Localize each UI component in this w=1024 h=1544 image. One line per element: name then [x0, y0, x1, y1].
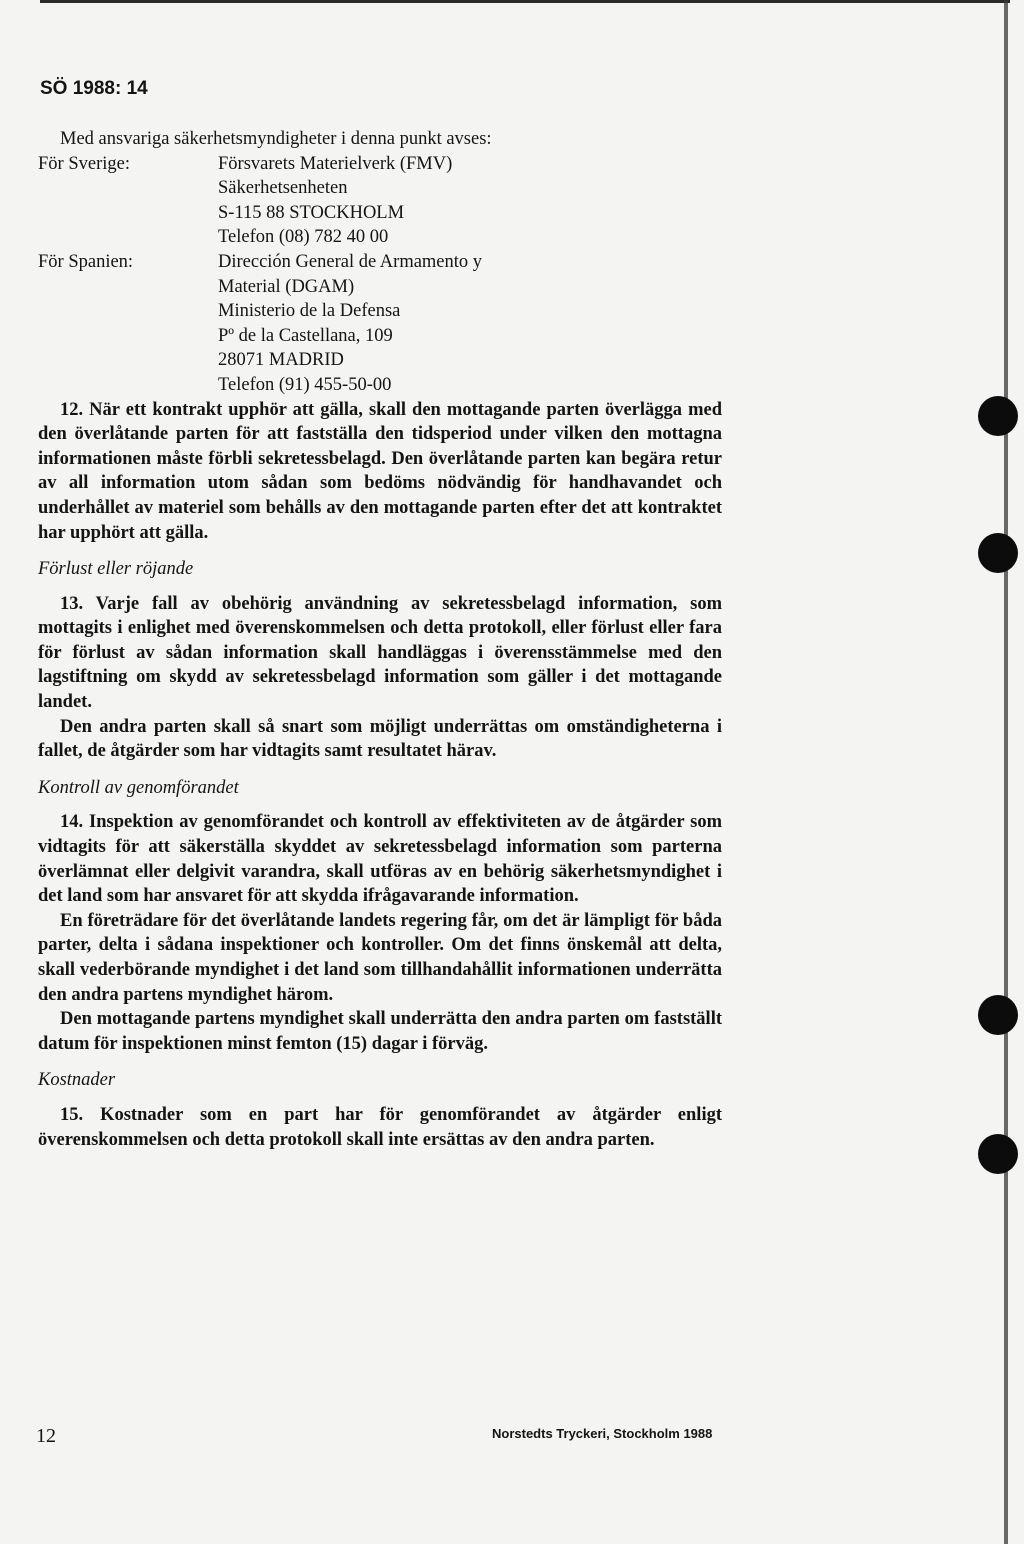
punch-hole-4 — [978, 1134, 1018, 1174]
paragraph-15: 15. Kostnader som en part har för genomförandet av åtgärder enligt överenskommelsen och detta protokoll skall inte ersättas av den andra parten. — [38, 1104, 722, 1150]
punch-hole-3 — [978, 995, 1018, 1035]
paragraph-13: 13. Varje fall av obehörig användning av sekretessbelagd information, som mottagits i enlighet med överenskommelsen och detta protokoll, eller förlust eller fara för förlust av sådan information skall handläggas i överensstämmelse med den lagstiftning om skydd av sekretessbelagd information som gäller i det mottagande landet. — [38, 593, 722, 713]
punch-hole-2 — [978, 533, 1018, 573]
top-rule — [40, 0, 1010, 3]
section-heading-kostnader: Kostnader — [38, 1070, 116, 1091]
contact-sweden — [38, 152, 722, 250]
address-line: Dirección General de Armamento y — [218, 251, 483, 272]
contact-label: För Sverige: — [38, 153, 130, 174]
address-line: Försvarets Materielverk (FMV) — [218, 153, 453, 174]
punch-hole-1 — [978, 396, 1018, 436]
binding-edge — [1004, 0, 1008, 1544]
section-heading-kontroll: Kontroll av genomförandet — [38, 777, 239, 798]
address-line: Telefon (91) 455-50-00 — [218, 374, 392, 395]
address-line: Ministerio de la Defensa — [218, 301, 401, 322]
section-heading-forlust: Förlust eller röjande — [38, 559, 194, 580]
contact-address — [218, 152, 452, 250]
document-body — [38, 127, 722, 1152]
paragraph-13-cont: Den andra parten skall så snart som möjligt underrättas om omständigheterna i fallet, de åtgärder som har vidtagits samt resultatet härav. — [38, 716, 722, 762]
paragraph-14-cont-2: Den mottagande partens myndighet skall underrätta den andra parten om fastställt datum för inspektionen minst femton (15) dagar i förväg. — [38, 1009, 722, 1054]
address-line: Pº de la Castellana, 109 — [218, 325, 393, 346]
address-line: Säkerhetsenheten — [218, 178, 348, 199]
contact-label: För Spanien: — [38, 251, 134, 272]
address-line: S-115 88 STOCKHOLM — [218, 202, 405, 223]
document-header: SÖ 1988: 14 — [40, 78, 148, 99]
contact-spain — [38, 250, 722, 398]
address-line: Material (DGAM) — [218, 276, 355, 297]
address-line: 28071 MADRID — [218, 350, 344, 371]
paragraph-12: 12. När ett kontrakt upphör att gälla, skall den mottagande parten överlägga med den överlåtande parten för att fastställa den tidsperiod under vilken den mottagna informationen måste förbli sekretessbelagd. Den överlåtande parten kan begära retur av all information utom sådan som bedöms nödvändig för handhavandet och underhållet av materiel som behålls av den mottagande parten efter det att kontraktet har upphört att gälla. — [38, 399, 722, 543]
page-number: 12 — [36, 1425, 56, 1447]
printer-imprint: Norstedts Tryckeri, Stockholm 1988 — [492, 1426, 713, 1441]
contact-address — [218, 250, 482, 398]
intro-text: Med ansvariga säkerhetsmyndigheter i denna punkt avses: — [60, 129, 492, 149]
paragraph-14: 14. Inspektion av genomförandet och kontroll av effektiviteten av de åtgärder som vidtagits för att säkerställa skyddet av sekretessbelagd information som parterna överlämnat eller delgivit varandra, skall utföras av en behörig säkerhetsmyndighet i det land som har ansvaret för att skydda ifrågavarande information. — [38, 812, 722, 907]
paragraph-14-cont-1: En företrädare för det överlåtande landets regering får, om det är lämpligt för båda parter, delta i sådana inspektioner och kontroller. Om det finns önskemål att delta, skall vederbörande myndighet i det land som tillhandahållit informationen underrätta den andra partens myndighet härom. — [38, 910, 722, 1005]
address-line: Telefon (08) 782 40 00 — [218, 227, 389, 248]
